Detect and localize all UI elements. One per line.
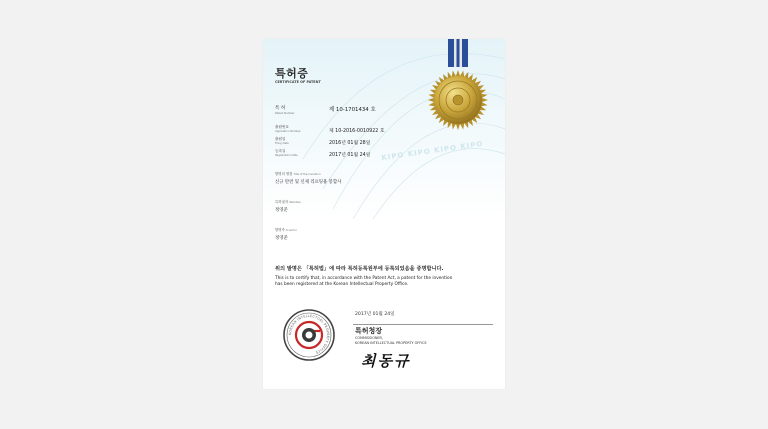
filing-date-label-en: Filing Date — [275, 142, 289, 145]
patentee: 정영준 — [275, 208, 288, 213]
application-number: 제 10-2016-0010922 호 — [329, 129, 385, 134]
ribbon-icon — [448, 39, 468, 67]
patent-number-label: 특 허 — [275, 106, 286, 111]
office-stamp-icon — [283, 309, 335, 361]
issue-date: 2017년 01월 24일 — [355, 312, 395, 317]
patent-number-label-en: Patent Number — [275, 112, 295, 115]
svg-text:KOREAN INTELLECTUAL PROPERTY O: KOREAN INTELLECTUAL PROPERTY OFFICE — [287, 313, 331, 355]
patent-number: 제 10-1701434 호 — [329, 107, 376, 113]
inventor-label: 발명자 Inventor — [275, 228, 297, 232]
registration-date-label: 등록일 — [275, 149, 286, 153]
svg-text:최동규: 최동규 — [361, 352, 411, 370]
certification-statement-en-line2: has been registered at the Korean Intellectual Property Office. — [275, 282, 409, 287]
patentee-label: 특허권자 Patentee — [275, 200, 301, 204]
registration-date: 2017년 01월 24일 — [329, 153, 371, 158]
invention-title-label: 발명의 명칭 Title of the Invention — [275, 172, 321, 176]
kipo-watermark: KIPO KIPO KIPO KIPO — [380, 139, 484, 163]
inventor: 정영준 — [275, 236, 288, 241]
patent-certificate — [263, 39, 505, 389]
filing-date: 2016년 01월 28일 — [329, 141, 371, 146]
commissioner-en-line1: COMMISSIONER, — [355, 336, 383, 340]
commissioner-en-line2: KOREAN INTELLECTUAL PROPERTY OFFICE — [355, 341, 427, 345]
certification-statement-en-line1: This is to certify that, in accordance with the Patent Act, a patent for the invention — [275, 276, 453, 281]
signature-rule — [353, 324, 493, 325]
commissioner-signature — [359, 349, 419, 371]
commissioner-title: 특허청장 — [355, 327, 383, 335]
application-number-label: 출원번호 — [275, 125, 289, 129]
gold-seal-icon — [423, 65, 493, 135]
application-number-label-en: Application Number — [275, 130, 301, 133]
certificate-title: 특허증 — [275, 67, 309, 80]
certification-statement-ko: 위의 발명은 「특허법」에 따라 특허등록원부에 등록되었음을 증명합니다. — [275, 266, 444, 272]
invention-title: 신규 탄련 및 신제 리프팅용 봉합사 — [275, 180, 342, 185]
filing-date-label: 출원일 — [275, 137, 286, 141]
registration-date-label-en: Registration Date — [275, 154, 298, 157]
certificate-subtitle: CERTIFICATE OF PATENT — [275, 80, 321, 84]
